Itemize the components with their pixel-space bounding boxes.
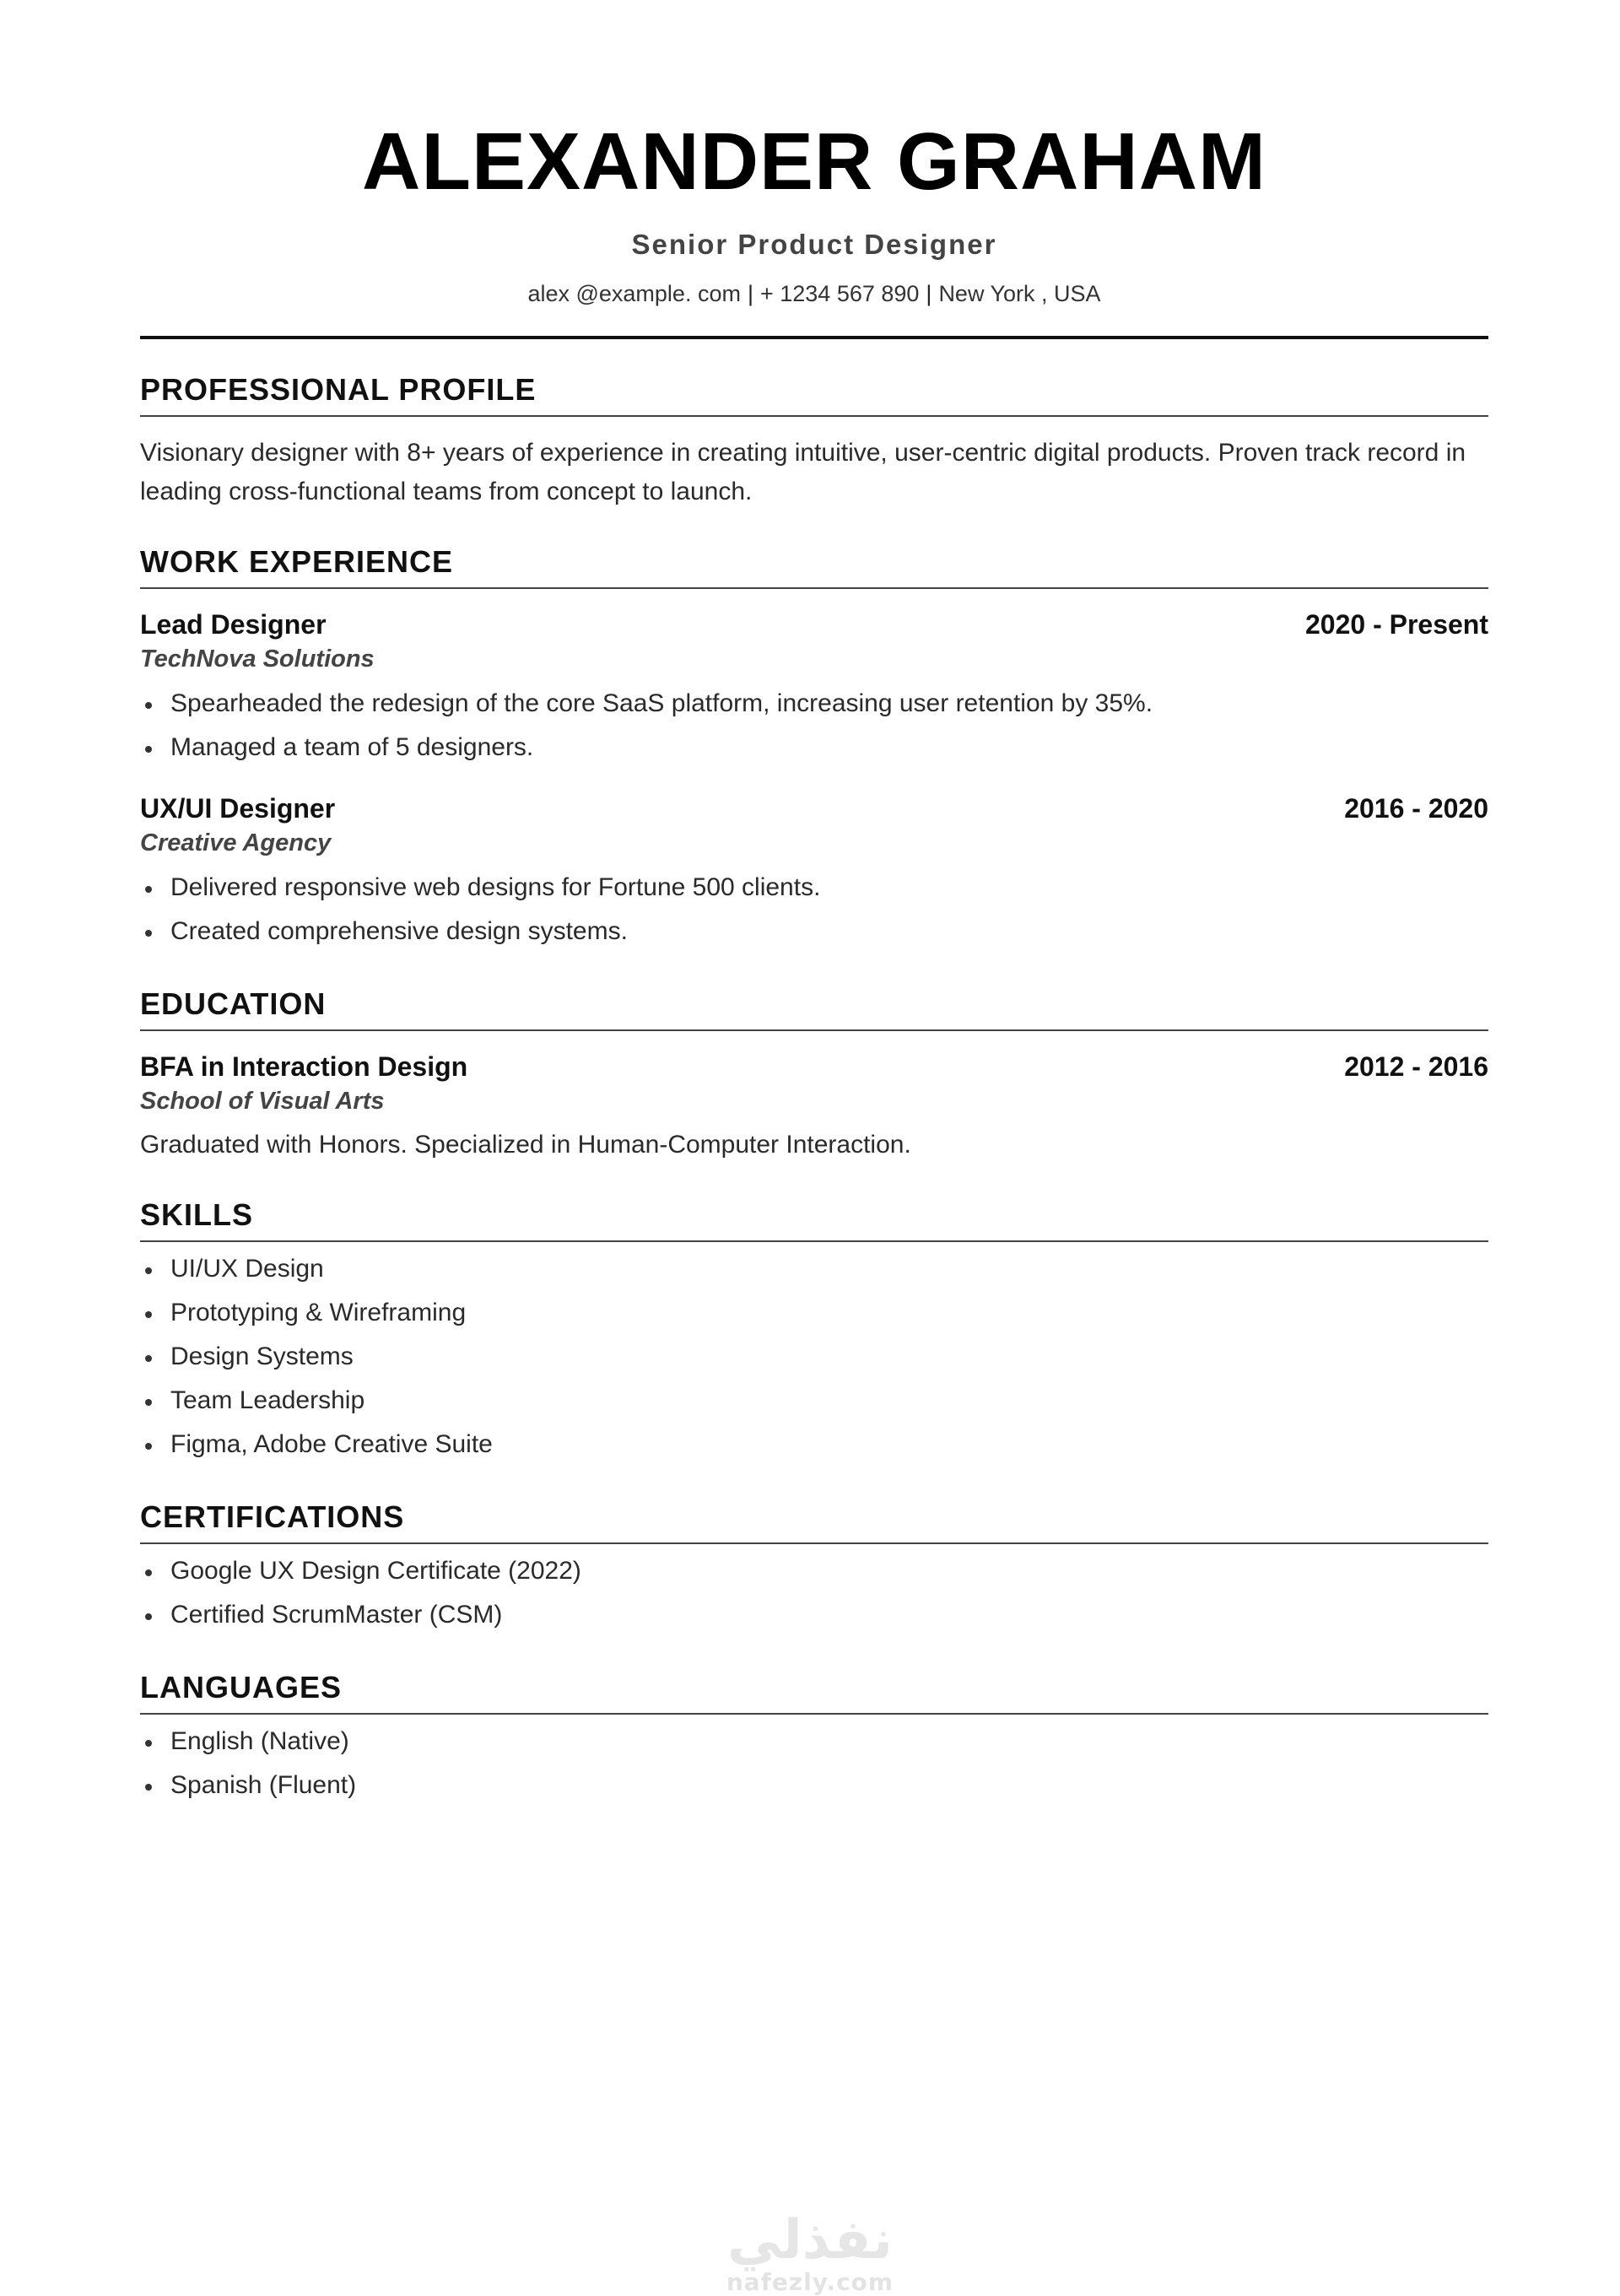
section-languages — [140, 1669, 1488, 1807]
education-description: Graduated with Honors. Specialized in Human-Computer Interaction. — [140, 1131, 911, 1159]
list-item: English (Native) — [140, 1720, 1488, 1764]
job-achievements — [140, 866, 1488, 954]
section-heading: WORK EXPERIENCE — [140, 543, 1488, 589]
watermark-logo — [0, 2211, 1620, 2295]
job-entry — [140, 791, 1488, 954]
candidate-title: Senior Product Designer — [631, 229, 997, 260]
watermark-arabic: نفذلي — [727, 2209, 893, 2272]
contact-divider: | — [926, 281, 932, 306]
job-entry — [140, 608, 1488, 770]
section-heading: PROFESSIONAL PROFILE — [140, 371, 1488, 417]
contact-location: New York , USA — [938, 281, 1101, 306]
section-heading: EDUCATION — [140, 986, 1488, 1031]
job-achievements — [140, 682, 1488, 770]
section-heading: CERTIFICATIONS — [140, 1499, 1488, 1544]
job-dates: 2016 - 2020 — [1344, 793, 1488, 824]
languages-list — [140, 1720, 1488, 1807]
contact-divider: | — [747, 281, 753, 306]
header-divider — [140, 336, 1488, 339]
contact-email: alex @example. com — [527, 281, 741, 306]
profile-summary: Visionary designer with 8+ years of experience in creating intuitive, user-centric digital products. Proven track record in leading cross-functional teams from concept to launch. — [140, 439, 1466, 505]
list-item: Prototyping & Wireframing — [140, 1291, 1488, 1335]
list-item: UI/UX Design — [140, 1247, 1488, 1291]
list-item: Spanish (Fluent) — [140, 1764, 1488, 1807]
section-heading: SKILLS — [140, 1197, 1488, 1242]
education-school: School of Visual Arts — [140, 1088, 385, 1115]
section-education — [140, 986, 1488, 1164]
section-skills — [140, 1197, 1488, 1467]
education-dates: 2012 - 2016 — [1344, 1051, 1488, 1082]
job-role: UX/UI Designer — [140, 793, 336, 824]
list-item: Team Leadership — [140, 1379, 1488, 1423]
resume-header — [140, 0, 1488, 339]
section-profile — [140, 371, 1488, 511]
job-company: Creative Agency — [140, 829, 332, 856]
list-item: Google UX Design Certificate (2022) — [140, 1549, 1488, 1593]
certifications-list — [140, 1549, 1488, 1637]
resume-page — [140, 0, 1488, 1807]
list-item: Certified ScrumMaster (CSM) — [140, 1593, 1488, 1637]
job-header — [140, 791, 1488, 825]
education-degree: BFA in Interaction Design — [140, 1051, 468, 1082]
job-dates: 2020 - Present — [1304, 609, 1488, 640]
watermark-url: nafezly.com — [726, 2268, 894, 2296]
education-entry — [140, 1050, 1488, 1164]
list-item: Delivered responsive web designs for Fortune 500 clients. — [140, 866, 1488, 910]
candidate-name: ALEXANDER GRAHAM — [362, 116, 1266, 207]
section-experience — [140, 543, 1488, 954]
job-header — [140, 608, 1488, 641]
skills-list — [140, 1247, 1488, 1467]
job-role: Lead Designer — [140, 609, 327, 640]
list-item: Design Systems — [140, 1335, 1488, 1379]
section-certifications — [140, 1499, 1488, 1637]
education-header — [140, 1050, 1488, 1083]
list-item: Managed a team of 5 designers. — [140, 726, 1488, 770]
contact-line — [140, 278, 1488, 309]
job-company: TechNova Solutions — [140, 646, 375, 673]
contact-phone: + 1234 567 890 — [759, 281, 920, 306]
list-item: Created comprehensive design systems. — [140, 910, 1488, 954]
section-heading: LANGUAGES — [140, 1669, 1488, 1715]
list-item: Spearheaded the redesign of the core SaaS platform, increasing user retention by 35%. — [140, 682, 1488, 726]
list-item: Figma, Adobe Creative Suite — [140, 1423, 1488, 1467]
